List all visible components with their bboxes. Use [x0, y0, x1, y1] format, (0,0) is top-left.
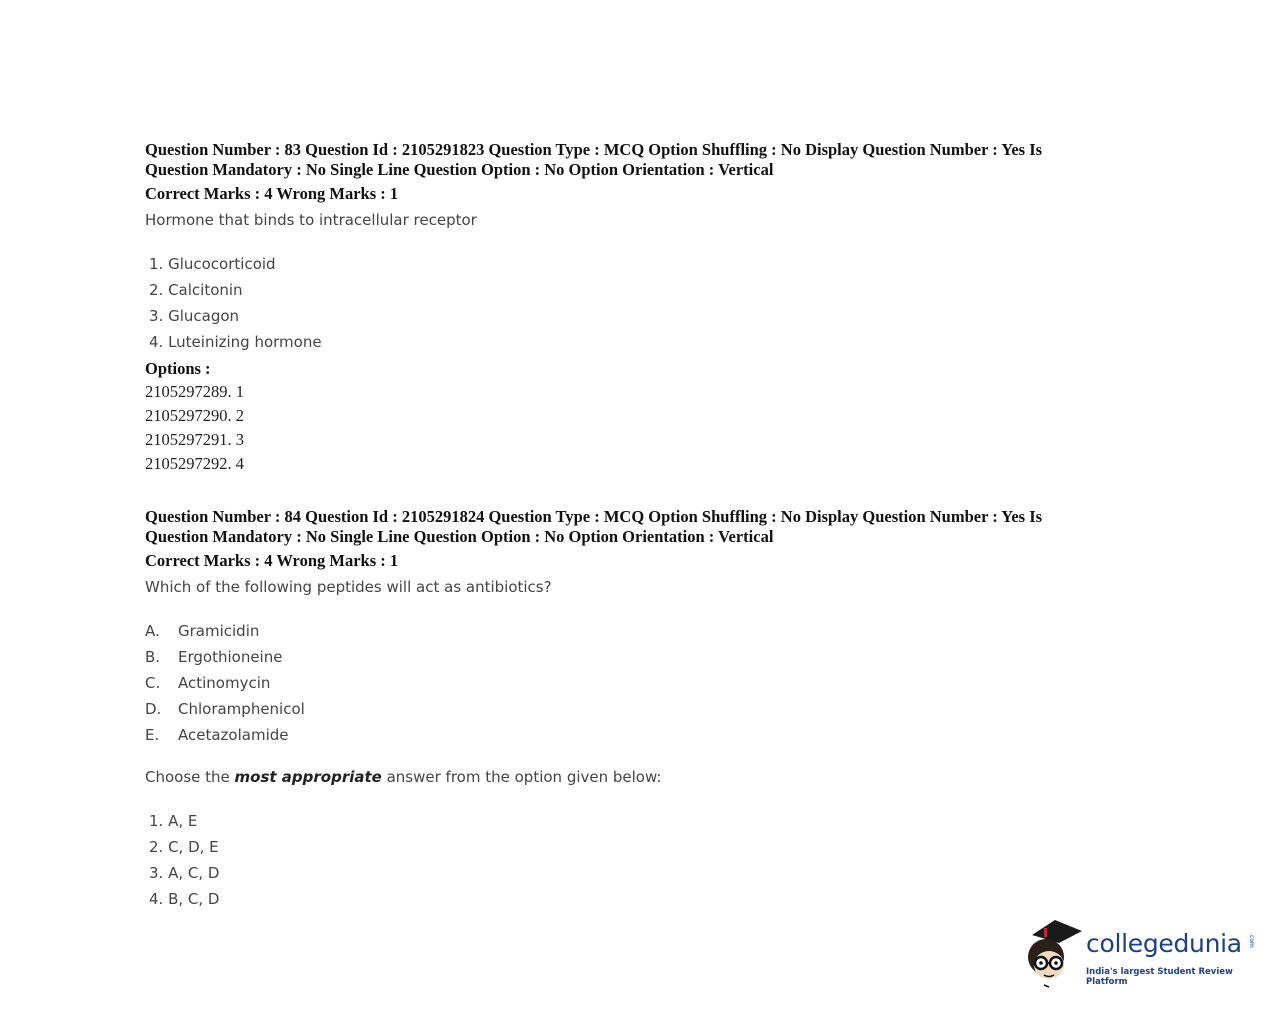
q83-marks: Correct Marks : 4 Wrong Marks : 1: [145, 184, 399, 203]
q83-options-list: [145, 380, 244, 476]
q83-option-id: 2105297292. 4: [145, 454, 244, 473]
q84-instruction-pre: Choose the: [145, 768, 235, 786]
q84-choice: 4. B, C, D: [149, 890, 220, 908]
q84-item-text: Chloramphenicol: [178, 700, 305, 718]
mascot-icon: [1022, 915, 1086, 990]
q84-choice-list: [149, 808, 219, 912]
q84-item: [145, 670, 305, 696]
q84-item-letter: C.: [145, 674, 161, 692]
q84-item-letter: B.: [145, 648, 161, 666]
q84-metadata: Question Number : 84 Question Id : 2105291824 Question Type : MCQ Option Shuffling : No Display Question Number : Yes Is Question Mandatory : No Single Line Question Option : No Option Orientation : Vertical: [145, 507, 1043, 546]
q84-choice: 2. C, D, E: [149, 838, 219, 856]
collegedunia-logo: [1022, 915, 1262, 990]
q84-choice: 1. A, E: [149, 812, 198, 830]
q83-question-text: Hormone that binds to intracellular receptor: [145, 211, 477, 229]
q84-item: [145, 618, 305, 644]
q83-options-heading: Options :: [145, 359, 211, 378]
q84-item-text: Acetazolamide: [178, 726, 289, 744]
q83-choice: 1. Glucocorticoid: [149, 255, 276, 273]
logo-wordmark: collegedunia: [1086, 929, 1242, 958]
q83-option-id: 2105297289. 1: [145, 382, 244, 401]
q84-instruction-post: answer from the option given below:: [381, 768, 662, 786]
q83-option-id: 2105297291. 3: [145, 430, 244, 449]
q83-option-id: 2105297290. 2: [145, 406, 244, 425]
q84-marks: Correct Marks : 4 Wrong Marks : 1: [145, 551, 399, 570]
q84-choice: 3. A, C, D: [149, 864, 220, 882]
q84-item-letter: E.: [145, 726, 160, 744]
q84-item: [145, 722, 305, 748]
q84-question-text: Which of the following peptides will act as antibiotics?: [145, 578, 552, 596]
q84-item-text: Gramicidin: [178, 622, 260, 640]
q83-choice: 3. Glucagon: [149, 307, 240, 325]
logo-tagline: India's largest Student Review Platform: [1086, 967, 1233, 987]
q84-item-text: Ergothioneine: [178, 648, 283, 666]
q84-item-letter: A.: [145, 622, 160, 640]
q84-instruction: [145, 768, 661, 786]
q84-item-list: [145, 618, 305, 748]
logo-domain: .com: [1247, 933, 1255, 948]
q84-item: [145, 696, 305, 722]
q84-item-text: Actinomycin: [178, 674, 271, 692]
q83-choice: 2. Calcitonin: [149, 281, 243, 299]
q84-item: [145, 644, 305, 670]
q84-item-letter: D.: [145, 700, 162, 718]
q83-metadata: Question Number : 83 Question Id : 2105291823 Question Type : MCQ Option Shuffling : No Display Question Number : Yes Is Question Mandatory : No Single Line Question Option : No Option Orientation : Vertical: [145, 140, 1043, 179]
q83-choice-list: [149, 251, 322, 355]
q83-choice: 4. Luteinizing hormone: [149, 333, 322, 351]
q84-instruction-emphasis: most appropriate: [234, 768, 382, 786]
